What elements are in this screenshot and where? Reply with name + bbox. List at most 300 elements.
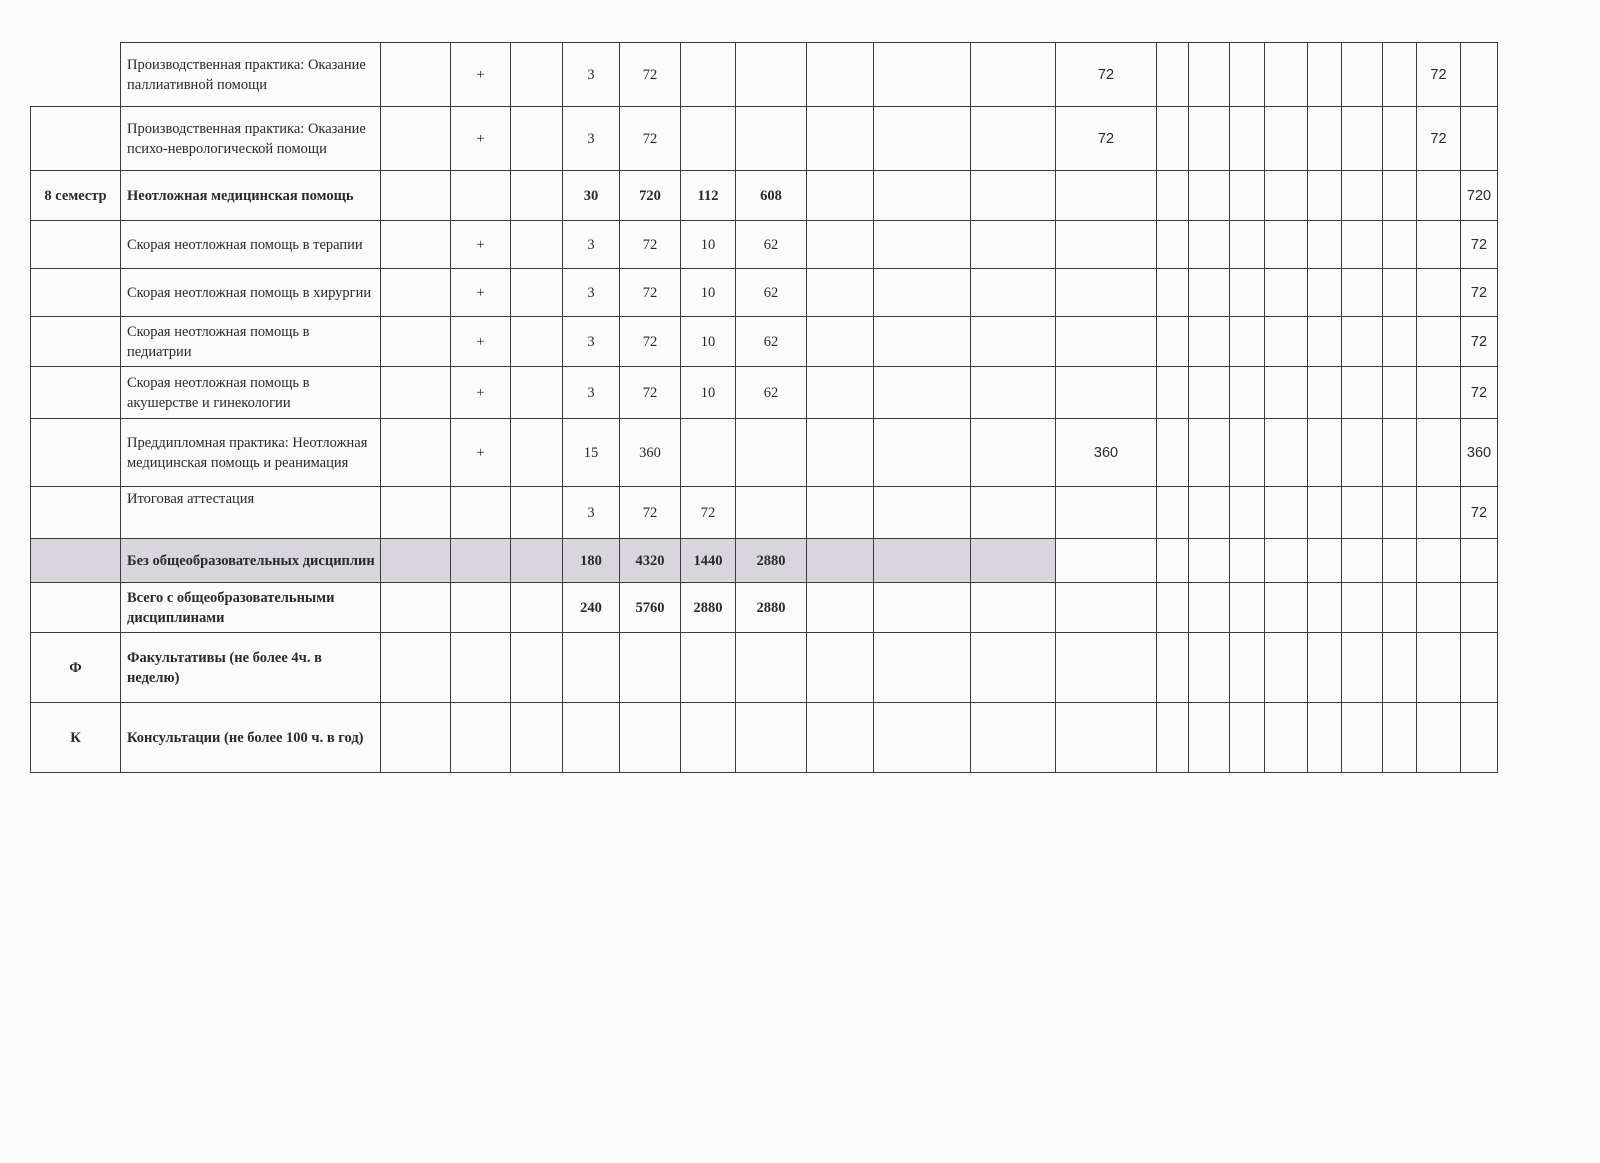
semester8-hours: 72 xyxy=(1461,367,1498,419)
empty-cell xyxy=(1189,107,1230,171)
empty-cell xyxy=(1157,539,1189,583)
empty-cell xyxy=(874,367,971,419)
credit-units xyxy=(563,703,620,773)
empty-cell xyxy=(381,703,451,773)
empty-cell xyxy=(1308,171,1342,221)
empty-cell xyxy=(1383,419,1417,487)
empty-cell xyxy=(971,107,1056,171)
empty-cell xyxy=(1308,269,1342,317)
empty-cell xyxy=(874,269,971,317)
hours-b: 62 xyxy=(736,269,807,317)
empty-cell xyxy=(971,703,1056,773)
empty-cell xyxy=(1157,419,1189,487)
empty-cell xyxy=(1230,367,1265,419)
empty-cell xyxy=(971,43,1056,107)
exam-mark: + xyxy=(451,107,511,171)
empty-cell xyxy=(1383,703,1417,773)
empty-cell xyxy=(511,367,563,419)
table-row xyxy=(31,703,1498,773)
empty-cell xyxy=(1308,221,1342,269)
empty-cell xyxy=(511,107,563,171)
empty-cell xyxy=(971,419,1056,487)
credit-units: 15 xyxy=(563,419,620,487)
semester8-hours: 720 xyxy=(1461,171,1498,221)
empty-cell xyxy=(1308,583,1342,633)
empty-cell xyxy=(1157,107,1189,171)
empty-cell xyxy=(511,487,563,539)
semester7-hours xyxy=(1417,703,1461,773)
empty-cell xyxy=(807,269,874,317)
empty-cell xyxy=(511,539,563,583)
empty-cell xyxy=(1157,269,1189,317)
empty-cell xyxy=(1230,487,1265,539)
semester7-hours xyxy=(1417,583,1461,633)
empty-cell xyxy=(971,367,1056,419)
exam-mark xyxy=(451,583,511,633)
empty-cell xyxy=(511,317,563,367)
empty-cell xyxy=(1383,583,1417,633)
empty-cell xyxy=(1189,703,1230,773)
practice-hours xyxy=(1056,583,1157,633)
empty-cell xyxy=(1308,43,1342,107)
practice-hours xyxy=(1056,539,1157,583)
table-row xyxy=(31,107,1498,171)
hours-a: 72 xyxy=(681,487,736,539)
practice-hours xyxy=(1056,487,1157,539)
hours-b xyxy=(736,419,807,487)
empty-cell xyxy=(971,221,1056,269)
empty-cell xyxy=(1265,171,1308,221)
total-hours: 72 xyxy=(620,367,681,419)
empty-cell xyxy=(807,487,874,539)
empty-cell xyxy=(807,633,874,703)
hours-b: 2880 xyxy=(736,539,807,583)
total-hours: 72 xyxy=(620,317,681,367)
empty-cell xyxy=(1230,419,1265,487)
credit-units: 3 xyxy=(563,317,620,367)
empty-cell xyxy=(1265,419,1308,487)
total-hours: 72 xyxy=(620,269,681,317)
hours-a: 2880 xyxy=(681,583,736,633)
empty-cell xyxy=(807,317,874,367)
credit-units xyxy=(563,633,620,703)
hours-b xyxy=(736,633,807,703)
discipline-name: Неотложная медицинская помощь xyxy=(121,171,381,221)
discipline-name: Без общеобразовательных дисциплин xyxy=(121,539,381,583)
empty-cell xyxy=(381,487,451,539)
semester-cell xyxy=(31,367,121,419)
empty-cell xyxy=(1189,539,1230,583)
hours-b xyxy=(736,703,807,773)
empty-cell xyxy=(1189,269,1230,317)
hours-b xyxy=(736,43,807,107)
empty-cell xyxy=(1230,703,1265,773)
empty-cell xyxy=(1265,633,1308,703)
empty-cell xyxy=(1342,107,1383,171)
empty-cell xyxy=(511,43,563,107)
table-row xyxy=(31,583,1498,633)
empty-cell xyxy=(1342,221,1383,269)
table-row xyxy=(31,221,1498,269)
empty-cell xyxy=(381,367,451,419)
empty-cell xyxy=(1342,487,1383,539)
semester7-hours xyxy=(1417,419,1461,487)
empty-cell xyxy=(1230,269,1265,317)
semester8-hours xyxy=(1461,43,1498,107)
semester7-hours xyxy=(1417,367,1461,419)
practice-hours xyxy=(1056,703,1157,773)
exam-mark xyxy=(451,633,511,703)
empty-cell xyxy=(1265,317,1308,367)
empty-cell xyxy=(511,583,563,633)
hours-a: 10 xyxy=(681,367,736,419)
semester8-hours: 72 xyxy=(1461,487,1498,539)
semester-cell xyxy=(31,583,121,633)
empty-cell xyxy=(874,171,971,221)
empty-cell xyxy=(1342,43,1383,107)
empty-cell xyxy=(381,419,451,487)
empty-cell xyxy=(1265,107,1308,171)
table-row xyxy=(31,487,1498,539)
empty-cell xyxy=(807,419,874,487)
discipline-name: Скорая неотложная помощь в акушерстве и гинекологии xyxy=(121,367,381,419)
semester7-hours xyxy=(1417,317,1461,367)
hours-a xyxy=(681,107,736,171)
hours-b: 62 xyxy=(736,367,807,419)
empty-cell xyxy=(511,221,563,269)
credit-units: 180 xyxy=(563,539,620,583)
empty-cell xyxy=(1189,43,1230,107)
empty-cell xyxy=(874,583,971,633)
total-hours: 4320 xyxy=(620,539,681,583)
empty-cell xyxy=(807,583,874,633)
semester7-hours: 72 xyxy=(1417,43,1461,107)
empty-cell xyxy=(807,171,874,221)
empty-cell xyxy=(971,269,1056,317)
empty-cell xyxy=(1383,269,1417,317)
empty-cell xyxy=(1265,269,1308,317)
empty-cell xyxy=(1308,367,1342,419)
empty-cell xyxy=(1308,539,1342,583)
empty-cell xyxy=(1308,703,1342,773)
empty-cell xyxy=(807,367,874,419)
practice-hours xyxy=(1056,367,1157,419)
discipline-name: Производственная практика: Оказание психо-неврологической помощи xyxy=(121,107,381,171)
empty-cell xyxy=(1265,43,1308,107)
credit-units: 3 xyxy=(563,269,620,317)
empty-cell xyxy=(874,539,971,583)
discipline-name: Факультативы (не более 4ч. в неделю) xyxy=(121,633,381,703)
semester-cell: К xyxy=(31,703,121,773)
empty-cell xyxy=(381,269,451,317)
exam-mark: + xyxy=(451,269,511,317)
empty-cell xyxy=(807,703,874,773)
exam-mark: + xyxy=(451,43,511,107)
empty-cell xyxy=(1383,539,1417,583)
semester7-hours xyxy=(1417,221,1461,269)
empty-cell xyxy=(381,43,451,107)
semester-cell xyxy=(31,43,121,107)
empty-cell xyxy=(1157,583,1189,633)
empty-cell xyxy=(1342,317,1383,367)
empty-cell xyxy=(1383,107,1417,171)
semester8-hours: 72 xyxy=(1461,221,1498,269)
empty-cell xyxy=(1383,367,1417,419)
total-hours: 360 xyxy=(620,419,681,487)
credit-units: 3 xyxy=(563,43,620,107)
hours-a xyxy=(681,703,736,773)
empty-cell xyxy=(971,317,1056,367)
empty-cell xyxy=(874,43,971,107)
empty-cell xyxy=(1189,367,1230,419)
empty-cell xyxy=(1383,633,1417,703)
empty-cell xyxy=(1230,171,1265,221)
semester8-hours: 360 xyxy=(1461,419,1498,487)
semester-cell xyxy=(31,487,121,539)
empty-cell xyxy=(1383,171,1417,221)
semester8-hours: 72 xyxy=(1461,317,1498,367)
hours-b: 608 xyxy=(736,171,807,221)
empty-cell xyxy=(381,317,451,367)
semester7-hours xyxy=(1417,633,1461,703)
semester-cell xyxy=(31,107,121,171)
semester8-hours xyxy=(1461,583,1498,633)
discipline-name: Скорая неотложная помощь в хирургии xyxy=(121,269,381,317)
total-hours: 5760 xyxy=(620,583,681,633)
empty-cell xyxy=(1189,221,1230,269)
hours-a: 10 xyxy=(681,269,736,317)
empty-cell xyxy=(1265,539,1308,583)
discipline-name: Преддипломная практика: Неотложная медицинская помощь и реанимация xyxy=(121,419,381,487)
total-hours: 72 xyxy=(620,221,681,269)
semester7-hours xyxy=(1417,487,1461,539)
empty-cell xyxy=(1342,367,1383,419)
empty-cell xyxy=(1189,171,1230,221)
practice-hours xyxy=(1056,269,1157,317)
empty-cell xyxy=(971,171,1056,221)
table-row xyxy=(31,367,1498,419)
empty-cell xyxy=(1157,221,1189,269)
empty-cell xyxy=(511,633,563,703)
table-row xyxy=(31,171,1498,221)
total-hours xyxy=(620,703,681,773)
empty-cell xyxy=(1230,633,1265,703)
empty-cell xyxy=(511,171,563,221)
empty-cell xyxy=(1308,419,1342,487)
hours-b xyxy=(736,107,807,171)
credit-units: 3 xyxy=(563,107,620,171)
empty-cell xyxy=(1383,221,1417,269)
empty-cell xyxy=(1157,171,1189,221)
empty-cell xyxy=(1265,487,1308,539)
table-row xyxy=(31,269,1498,317)
total-hours: 72 xyxy=(620,107,681,171)
empty-cell xyxy=(874,107,971,171)
exam-mark: + xyxy=(451,367,511,419)
empty-cell xyxy=(874,221,971,269)
semester8-hours xyxy=(1461,539,1498,583)
empty-cell xyxy=(1342,633,1383,703)
empty-cell xyxy=(1189,419,1230,487)
empty-cell xyxy=(1157,703,1189,773)
hours-a: 10 xyxy=(681,221,736,269)
hours-a: 1440 xyxy=(681,539,736,583)
exam-mark xyxy=(451,171,511,221)
total-hours: 72 xyxy=(620,43,681,107)
semester8-hours xyxy=(1461,633,1498,703)
empty-cell xyxy=(1230,221,1265,269)
exam-mark xyxy=(451,703,511,773)
total-hours: 72 xyxy=(620,487,681,539)
credit-units: 3 xyxy=(563,487,620,539)
empty-cell xyxy=(1189,317,1230,367)
semester7-hours: 72 xyxy=(1417,107,1461,171)
empty-cell xyxy=(1189,487,1230,539)
practice-hours xyxy=(1056,633,1157,703)
table-row xyxy=(31,633,1498,703)
hours-a: 112 xyxy=(681,171,736,221)
empty-cell xyxy=(1308,107,1342,171)
discipline-name: Всего с общеобразовательными дисциплинами xyxy=(121,583,381,633)
empty-cell xyxy=(874,703,971,773)
empty-cell xyxy=(971,539,1056,583)
semester-cell xyxy=(31,419,121,487)
empty-cell xyxy=(874,317,971,367)
practice-hours: 360 xyxy=(1056,419,1157,487)
table-row xyxy=(31,419,1498,487)
semester-cell xyxy=(31,221,121,269)
empty-cell xyxy=(1342,703,1383,773)
curriculum-table xyxy=(30,42,1498,773)
semester7-hours xyxy=(1417,269,1461,317)
empty-cell xyxy=(1383,487,1417,539)
empty-cell xyxy=(807,107,874,171)
empty-cell xyxy=(1342,171,1383,221)
empty-cell xyxy=(1189,583,1230,633)
hours-b xyxy=(736,487,807,539)
practice-hours: 72 xyxy=(1056,107,1157,171)
exam-mark xyxy=(451,539,511,583)
practice-hours: 72 xyxy=(1056,43,1157,107)
empty-cell xyxy=(1157,633,1189,703)
empty-cell xyxy=(381,171,451,221)
empty-cell xyxy=(511,419,563,487)
practice-hours xyxy=(1056,171,1157,221)
empty-cell xyxy=(971,633,1056,703)
table-row xyxy=(31,539,1498,583)
empty-cell xyxy=(381,539,451,583)
semester-cell xyxy=(31,269,121,317)
empty-cell xyxy=(1308,487,1342,539)
hours-b: 2880 xyxy=(736,583,807,633)
credit-units: 240 xyxy=(563,583,620,633)
empty-cell xyxy=(1230,43,1265,107)
discipline-name: Скорая неотложная помощь в терапии xyxy=(121,221,381,269)
table-row xyxy=(31,317,1498,367)
empty-cell xyxy=(1308,633,1342,703)
credit-units: 3 xyxy=(563,367,620,419)
empty-cell xyxy=(1189,633,1230,703)
exam-mark xyxy=(451,487,511,539)
empty-cell xyxy=(1157,317,1189,367)
total-hours: 720 xyxy=(620,171,681,221)
practice-hours xyxy=(1056,221,1157,269)
hours-a: 10 xyxy=(681,317,736,367)
empty-cell xyxy=(1157,487,1189,539)
empty-cell xyxy=(874,419,971,487)
empty-cell xyxy=(381,633,451,703)
hours-b: 62 xyxy=(736,317,807,367)
semester8-hours xyxy=(1461,107,1498,171)
empty-cell xyxy=(1265,703,1308,773)
empty-cell xyxy=(1230,107,1265,171)
empty-cell xyxy=(1230,317,1265,367)
semester-cell: Ф xyxy=(31,633,121,703)
empty-cell xyxy=(381,107,451,171)
exam-mark: + xyxy=(451,221,511,269)
empty-cell xyxy=(971,583,1056,633)
empty-cell xyxy=(1157,367,1189,419)
semester-cell xyxy=(31,317,121,367)
table-row xyxy=(31,43,1498,107)
empty-cell xyxy=(381,221,451,269)
empty-cell xyxy=(1342,583,1383,633)
semester8-hours xyxy=(1461,703,1498,773)
total-hours xyxy=(620,633,681,703)
hours-b: 62 xyxy=(736,221,807,269)
empty-cell xyxy=(511,269,563,317)
semester-cell xyxy=(31,539,121,583)
empty-cell xyxy=(1265,583,1308,633)
empty-cell xyxy=(1383,43,1417,107)
empty-cell xyxy=(1265,221,1308,269)
hours-a xyxy=(681,633,736,703)
discipline-name: Производственная практика: Оказание паллиативной помощи xyxy=(121,43,381,107)
hours-a xyxy=(681,419,736,487)
hours-a xyxy=(681,43,736,107)
empty-cell xyxy=(381,583,451,633)
practice-hours xyxy=(1056,317,1157,367)
empty-cell xyxy=(874,633,971,703)
exam-mark: + xyxy=(451,419,511,487)
empty-cell xyxy=(971,487,1056,539)
empty-cell xyxy=(1230,583,1265,633)
semester-cell: 8 семестр xyxy=(31,171,121,221)
empty-cell xyxy=(807,221,874,269)
empty-cell xyxy=(1308,317,1342,367)
credit-units: 3 xyxy=(563,221,620,269)
empty-cell xyxy=(1157,43,1189,107)
empty-cell xyxy=(807,43,874,107)
empty-cell xyxy=(1342,269,1383,317)
exam-mark: + xyxy=(451,317,511,367)
empty-cell xyxy=(807,539,874,583)
discipline-name: Итоговая аттестация xyxy=(121,487,381,539)
semester7-hours xyxy=(1417,539,1461,583)
empty-cell xyxy=(1265,367,1308,419)
semester8-hours: 72 xyxy=(1461,269,1498,317)
empty-cell xyxy=(511,703,563,773)
empty-cell xyxy=(1383,317,1417,367)
empty-cell xyxy=(874,487,971,539)
empty-cell xyxy=(1342,419,1383,487)
discipline-name: Скорая неотложная помощь в педиатрии xyxy=(121,317,381,367)
discipline-name: Консультации (не более 100 ч. в год) xyxy=(121,703,381,773)
empty-cell xyxy=(1230,539,1265,583)
semester7-hours xyxy=(1417,171,1461,221)
empty-cell xyxy=(1342,539,1383,583)
credit-units: 30 xyxy=(563,171,620,221)
